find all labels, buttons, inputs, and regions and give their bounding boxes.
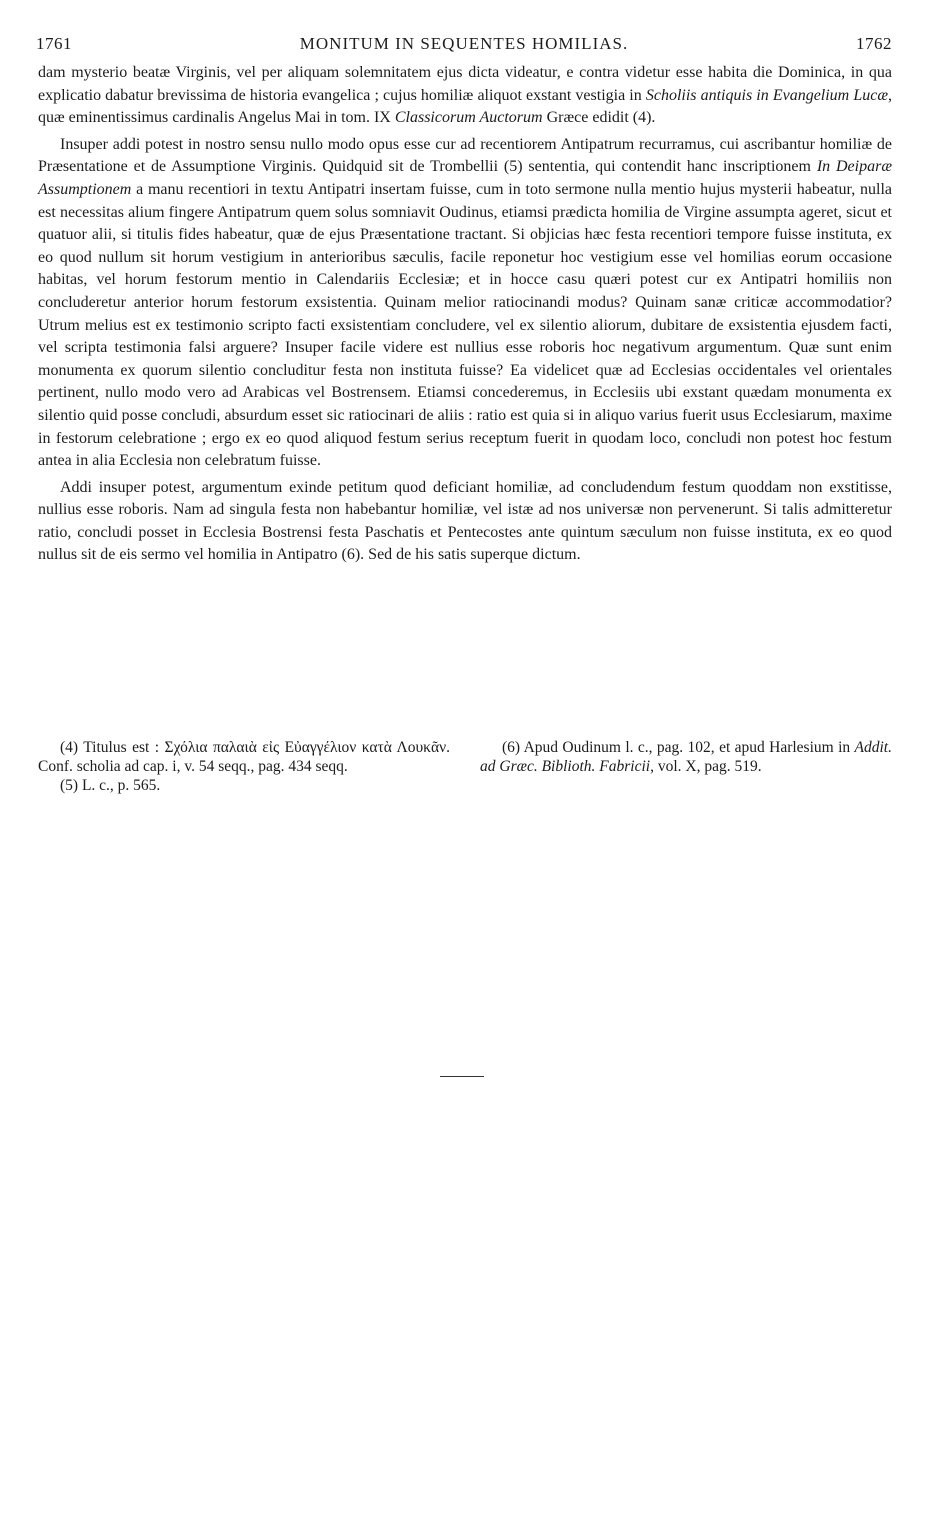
page-number-right: 1762: [856, 34, 892, 53]
end-rule: [440, 1076, 484, 1077]
text-segment: a manu recentiori in textu Antipatri insertam fuisse, cum in toto sermone nulla mentio hujus mysterii habeatur, nulla est necessitas alium fingere Antipatrum quem solus somniavit Oudinus, etiamsi prædicta homilia de Virgine assumpta ageret, sicut et quatuor alii, si titulis fides habeatur, quæ de ejus Præsentatione tractant. Si objicias hæc festa recentiori tempore fuisse instituta, ex eo quod nullum sit horum vestigium in anterioribus sæculis, facile reponetur hoc vestigium esse vel homilias eorum occasione habitas, vel horum festorum mentio in Calendariis Ecclesiæ; et in hocce casu quæri potest cur ex Antipatri homiliis non concluderetur anterior horum festorum exsistentia. Quinam melior ratiocinandi modus? Quinam sanæ criticæ accommodatior? Utrum melius est ex testimonio scripto facti exsistentiam concludere, vel ex silentio aliorum, dubitare de exsistentia ejusdem facti, vel scripta testimonia falsi arguere? Insuper facile videre est nullius esse roboris hoc negativum argumentum. Quæ sunt enim monumenta ex quorum silentio concluditur festa non instituta fuisse? Ea videlicet quæ ad Ecclesias occidentales vel orientales pertinent, nullo modo vero ad Arabicas vel Bostrensem. Etiamsi concederemus, in Ecclesiis ubi exstant quædam monumenta ex silentio quid posse concludi, absurdum esset sic ratiocinari de aliis : ratio est quia si in aliquo varius fuerit usus Ecclesiarum, maxime in festorum celebratione ; ergo ex eo quod aliquod festum serius receptum fuerit in quodam loco, concludi non potest hoc festum antea in alia Ecclesia non celebratum fuisse.: [38, 180, 892, 470]
text-segment-italic: Scholiis antiquis in Evangelium Lucæ: [645, 86, 889, 104]
text-segment: Addi insuper potest, argumentum exinde petitum quod deficiant homiliæ, ad concludendum festum quoddam non exstitisse, nullius esse roboris. Nam ad singula festa non habebantur homiliæ, vel istæ ad nos universæ non pervenerunt. Si talis admitteretur ratio, concludi posset in Ecclesia Bostrensi festa Paschatis et Pentecostes ante quintum sæculum non fuisse instituta, ex eo quod nullus sit de eis sermo vel homilia in Antipatro (6). Sed de his satis superque dictum.: [38, 478, 892, 564]
text-segment: dam mysterio beatæ Virginis, vel per aliquam solemnitatem ejus dicta videatur, e contra videtur esse habita die Dominica, in qua explicatio dabatur brevissima de historia evangelica ; cujus homiliæ aliquot exstant vestigia in: [38, 64, 892, 104]
footnote-5: [38, 776, 450, 795]
page-number-left: 1761: [36, 34, 72, 53]
text-segment: Græce edidit (4).: [542, 109, 656, 127]
footnote-text-italic: Addit. ad Græc. Biblioth. Fabricii: [480, 739, 892, 775]
footnote-text: (6) Apud Oudinum l. c., pag. 102, et apud Harlesium in: [502, 739, 855, 756]
footnote-6: [480, 738, 892, 776]
text-segment: Insuper addi potest in nostro sensu nullo modo opus esse cur ad recentiorem Antipatrum recurramus, cui ascribantur homiliæ de Præsentatione et de Assumptione Virginis. Quidquid sit de Trombellii (5) sententia, qui contendit hanc inscriptionem: [38, 135, 892, 176]
footnotes-left-column: [38, 738, 450, 795]
paragraph: [38, 134, 892, 473]
main-text: [38, 62, 892, 567]
text-segment-italic: Classicorum Auctorum: [394, 109, 543, 127]
footnote-text: (5) L. c., p. 565.: [60, 777, 161, 794]
running-title: MONITUM IN SEQUENTES HOMILIAS.: [299, 34, 629, 53]
footnotes-right-column: [480, 738, 892, 776]
footnote-text: , vol. X, pag. 519.: [650, 758, 762, 775]
footnote-4: [38, 738, 450, 776]
text-segment: , quæ eminentissimus cardinalis Angelus Mai in tom. IX: [38, 86, 893, 127]
running-header: [36, 34, 892, 58]
text-segment-italic: In Deiparæ Assumptionem: [38, 158, 893, 198]
footnote-text: (4) Titulus est : Σχόλια παλαιὰ εἰς Εὐαγγέλιον κατὰ Λουκᾶν. Conf. scholia ad cap. i, v. 54 seqq., pag. 434 seqq.: [38, 739, 450, 775]
paragraph-continuation: [38, 62, 892, 130]
paragraph: [38, 477, 892, 567]
